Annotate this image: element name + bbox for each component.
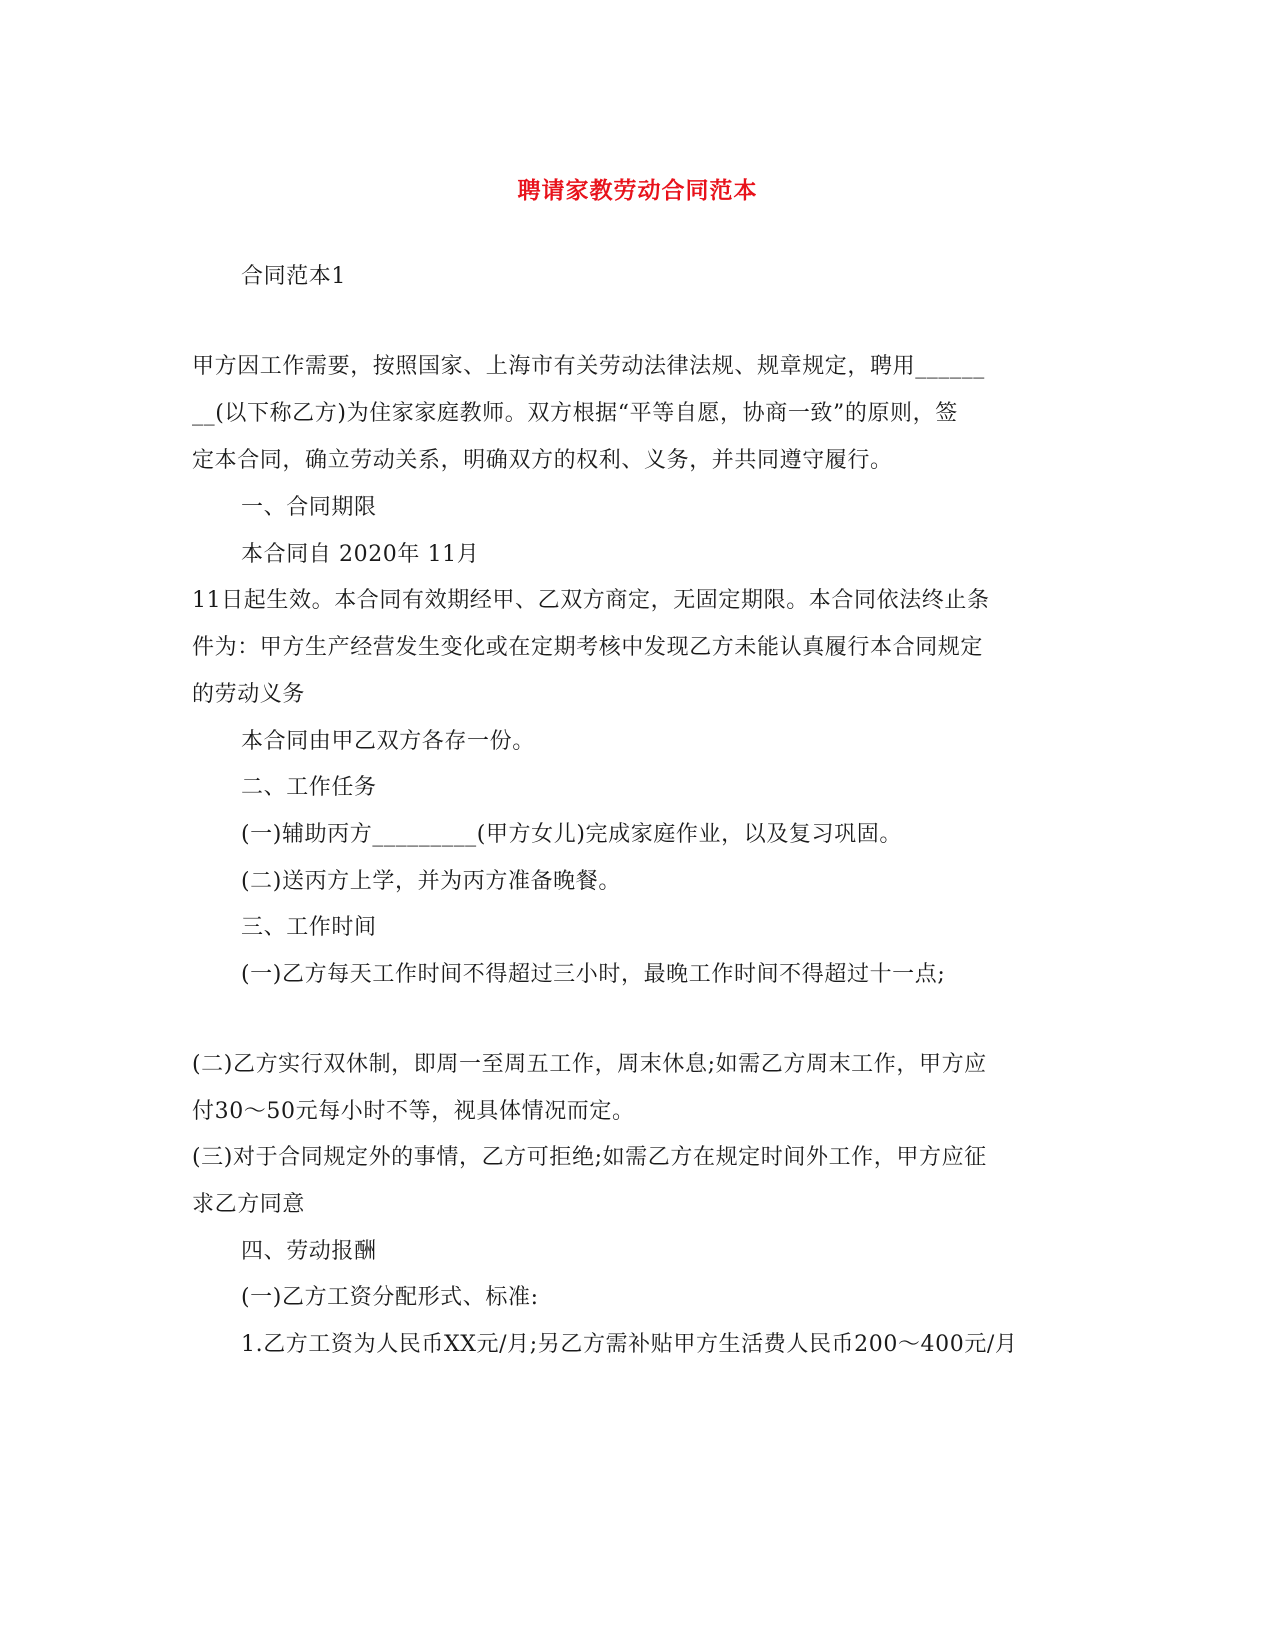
paragraph-line: 本合同由甲乙双方各存一份。 xyxy=(241,729,535,754)
section-heading-hours: 三、工作时间 xyxy=(241,915,377,940)
document-title: 聘请家教劳动合同范本 xyxy=(517,177,758,204)
paragraph-line: (一)乙方每天工作时间不得超过三小时，最晚工作时间不得超过十一点; xyxy=(241,962,946,987)
paragraph-line: (二)乙方实行双休制，即周一至周五工作，周末休息;如需乙方周末工作，甲方应 xyxy=(192,1052,987,1077)
paragraph-line: (一)乙方工资分配形式、标准: xyxy=(241,1285,539,1310)
paragraph-line: 11日起生效。本合同有效期经甲、乙双方商定，无固定期限。本合同依法终止条 xyxy=(192,588,990,613)
paragraph-line: (一)辅助丙方_________(甲方女儿)完成家庭作业，以及复习巩固。 xyxy=(241,822,902,847)
paragraph-line: 1.乙方工资为人民币XX元/月;另乙方需补贴甲方生活费人民币200～400元/月 xyxy=(241,1332,1018,1357)
paragraph-line: 付30～50元每小时不等，视具体情况而定。 xyxy=(192,1099,635,1124)
section-heading-pay: 四、劳动报酬 xyxy=(241,1239,377,1264)
section-heading-term: 一、合同期限 xyxy=(241,495,377,520)
paragraph-line: (三)对于合同规定外的事情，乙方可拒绝;如需乙方在规定时间外工作，甲方应征 xyxy=(192,1145,987,1170)
paragraph-line: 求乙方同意 xyxy=(192,1192,306,1217)
paragraph-line: (二)送丙方上学，并为丙方准备晚餐。 xyxy=(241,869,621,894)
paragraph-line: 的劳动义务 xyxy=(192,682,306,707)
paragraph-line: __(以下称乙方)为住家家庭教师。双方根据“平等自愿，协商一致”的原则，签 xyxy=(192,401,958,426)
paragraph-line: 定本合同，确立劳动关系，明确双方的权利、义务，并共同遵守履行。 xyxy=(192,448,893,473)
section-heading-template-1: 合同范本1 xyxy=(241,264,346,289)
paragraph-line: 甲方因工作需要，按照国家、上海市有关劳动法律法规、规章规定，聘用______ xyxy=(192,354,985,379)
paragraph-line: 本合同自 2020年 11月 xyxy=(241,542,480,567)
section-heading-tasks: 二、工作任务 xyxy=(241,775,377,800)
paragraph-line: 件为：甲方生产经营发生变化或在定期考核中发现乙方未能认真履行本合同规定 xyxy=(192,635,984,660)
